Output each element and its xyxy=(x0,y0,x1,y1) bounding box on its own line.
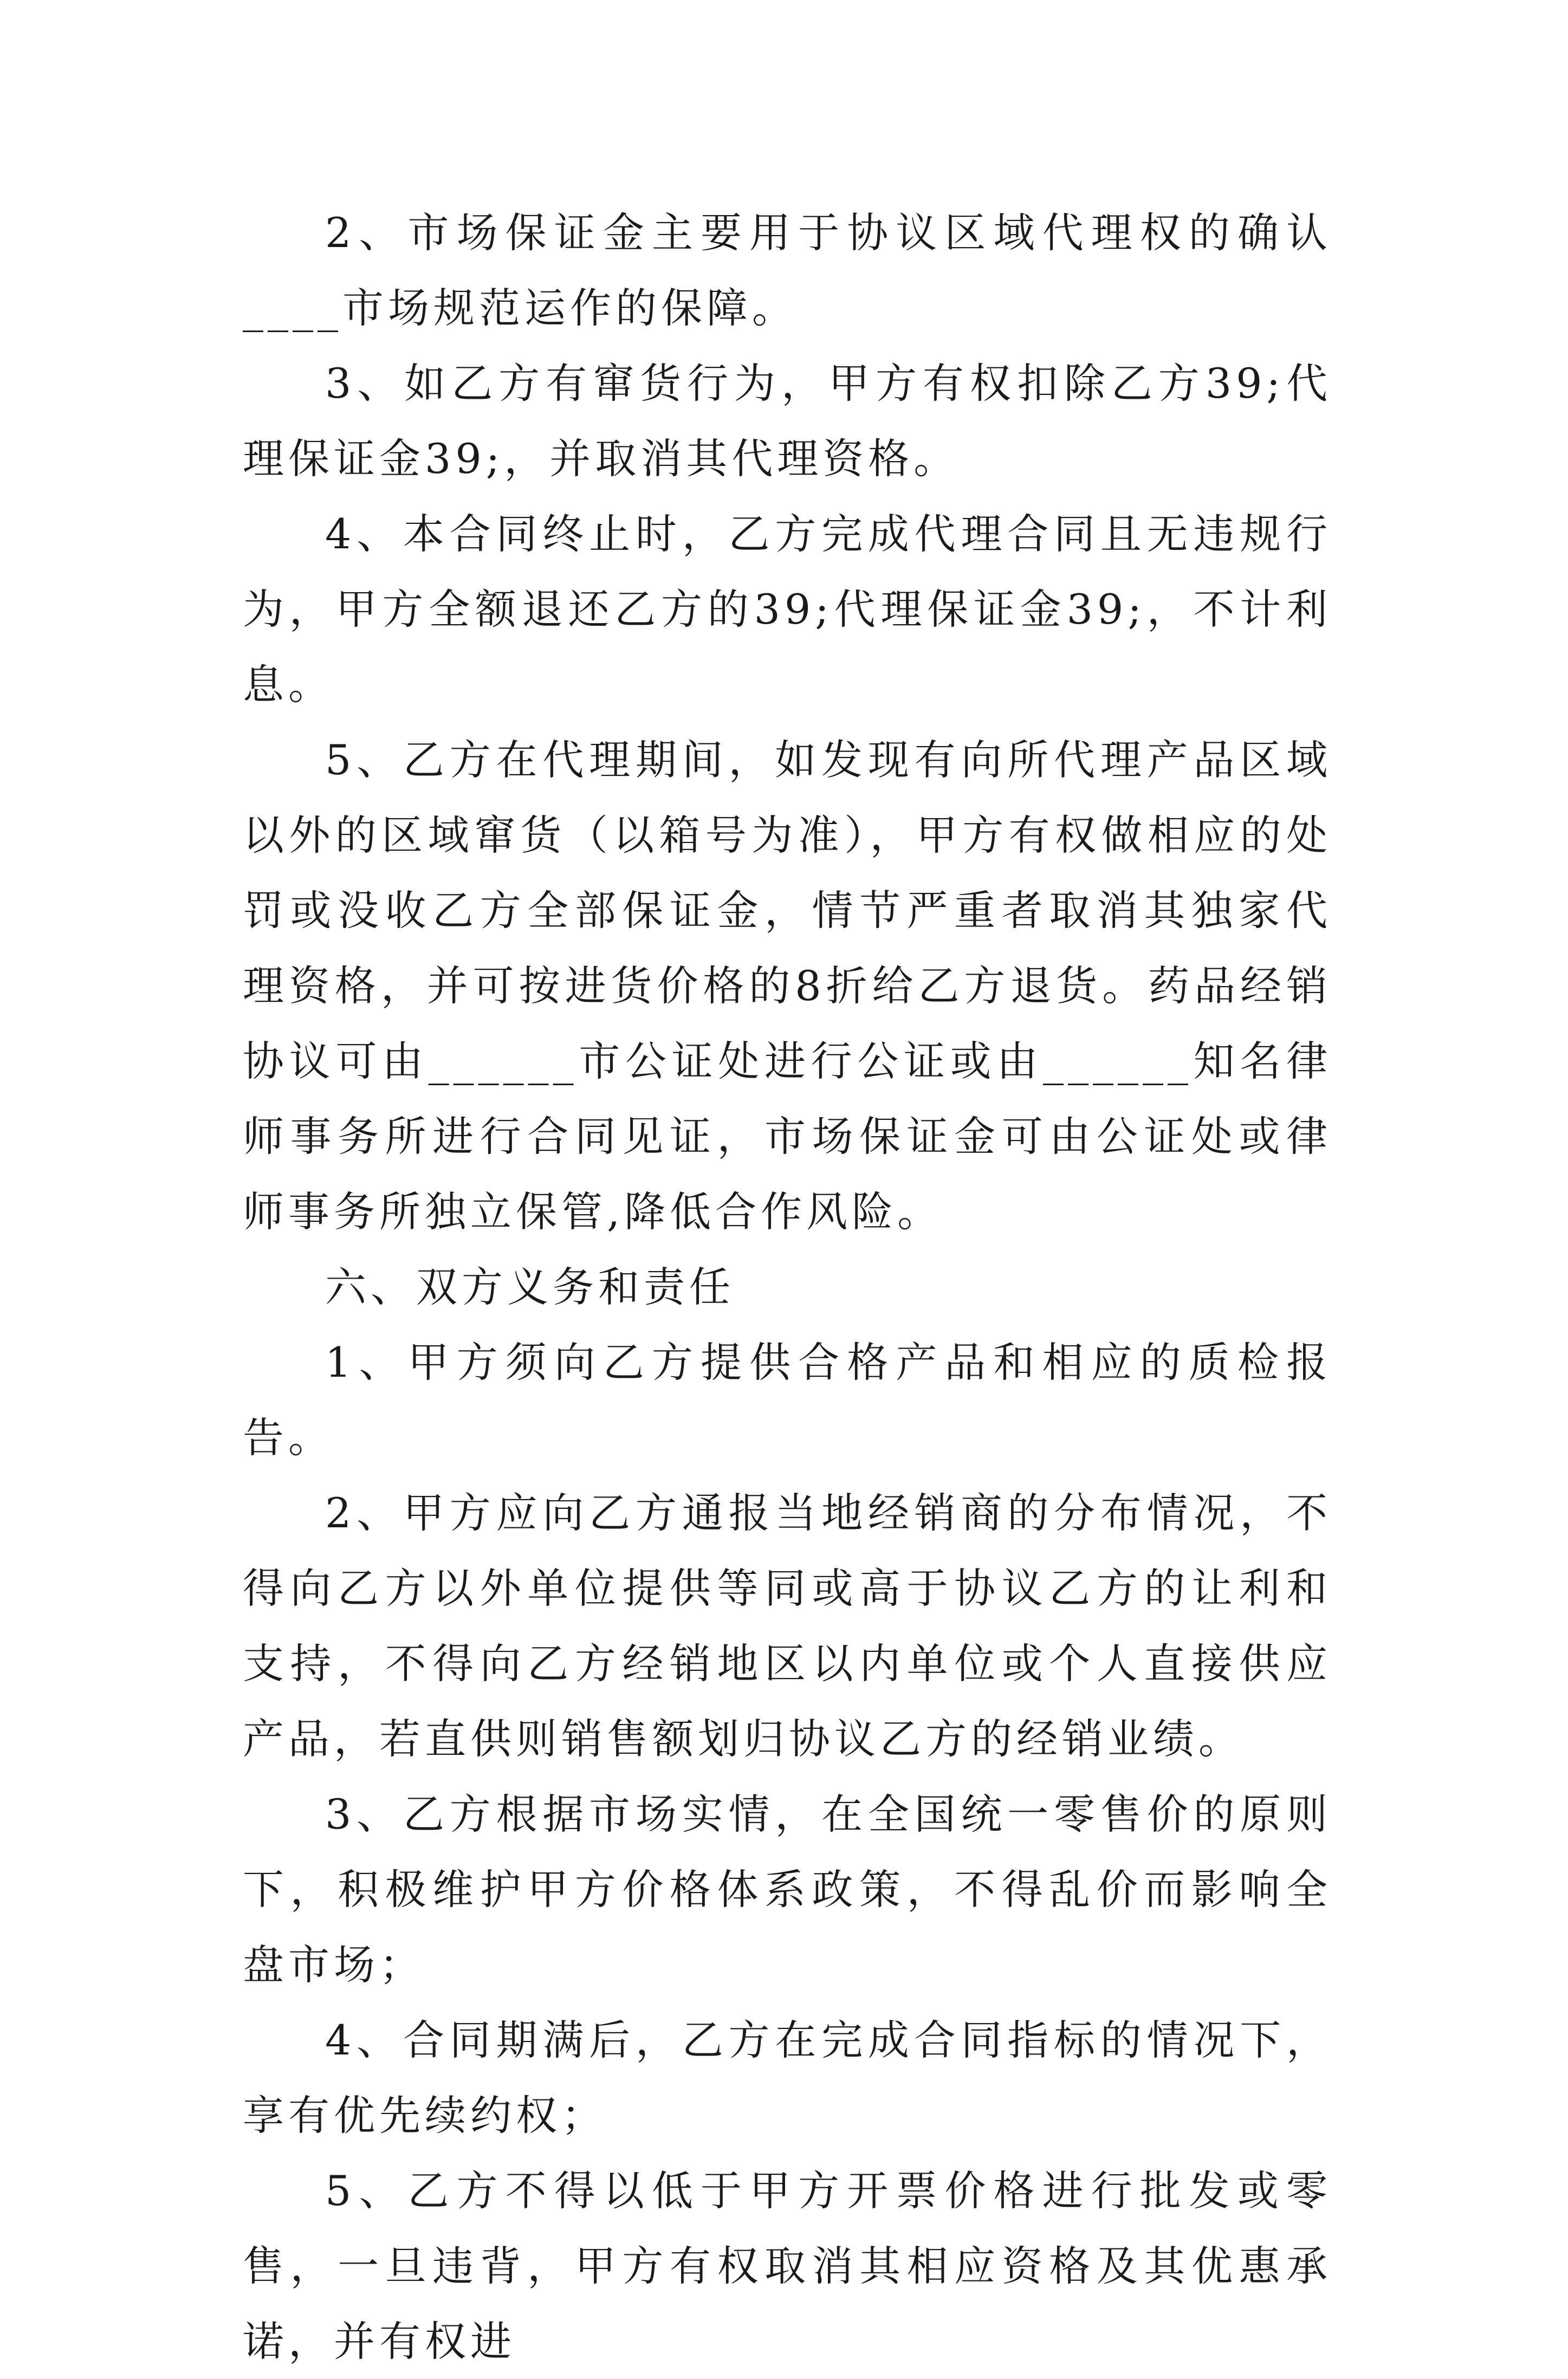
paragraph-renewal-right: 4、合同期满后，乙方在完成合同指标的情况下，享有优先续约权； xyxy=(243,2016,1332,2140)
section-heading-obligations: 六、双方义务和责任 xyxy=(325,1263,735,1311)
paragraph-price-system: 3、乙方根据市场实情，在全国统一零售价的原则下，积极维护甲方价格体系政策，不得乱价而影响全盘市场； xyxy=(243,1790,1332,1989)
paragraph-cross-selling-penalty: 3、如乙方有窜货行为，甲方有权扣除乙方39;代理保证金39;，并取消其代理资格。 xyxy=(243,359,1332,483)
paragraph-region-violation: 5、乙方在代理期间，如发现有向所代理产品区域以外的区域窜货（以箱号为准），甲方有权做相应的处罚或没收乙方全部保证金，情节严重者取消其独家代理资格，并可按进货价格的8折给乙方退货。药品经销协议可由______市公证处进行公证或由______知名律师事务所进行合同见证，市场保证金可由公证处或律师事务所独立保管,降低合作风险。 xyxy=(243,736,1332,1236)
paragraph-pricing-restriction: 5、乙方不得以低于甲方开票价格进行批发或零售，一旦违背，甲方有权取消其相应资格及其优惠承诺，并有权进 xyxy=(243,2167,1332,2365)
paragraph-deposit-refund: 4、本合同终止时，乙方完成代理合同且无违规行为，甲方全额退还乙方的39;代理保证金39;，不计利息。 xyxy=(243,510,1332,709)
paragraph-distributor-info: 2、甲方应向乙方通报当地经销商的分布情况，不得向乙方以外单位提供等同或高于协议乙方的让利和支持，不得向乙方经销地区以内单位或个人直接供应产品，若直供则销售额划归协议乙方的经销业绩。 xyxy=(243,1489,1332,1763)
document-body xyxy=(243,195,1332,2379)
paragraph-qualified-products: 1、甲方须向乙方提供合格产品和相应的质检报告。 xyxy=(243,1338,1332,1462)
paragraph-deposit-purpose: 2、市场保证金主要用于协议区域代理权的确认____市场规范运作的保障。 xyxy=(243,209,1332,332)
